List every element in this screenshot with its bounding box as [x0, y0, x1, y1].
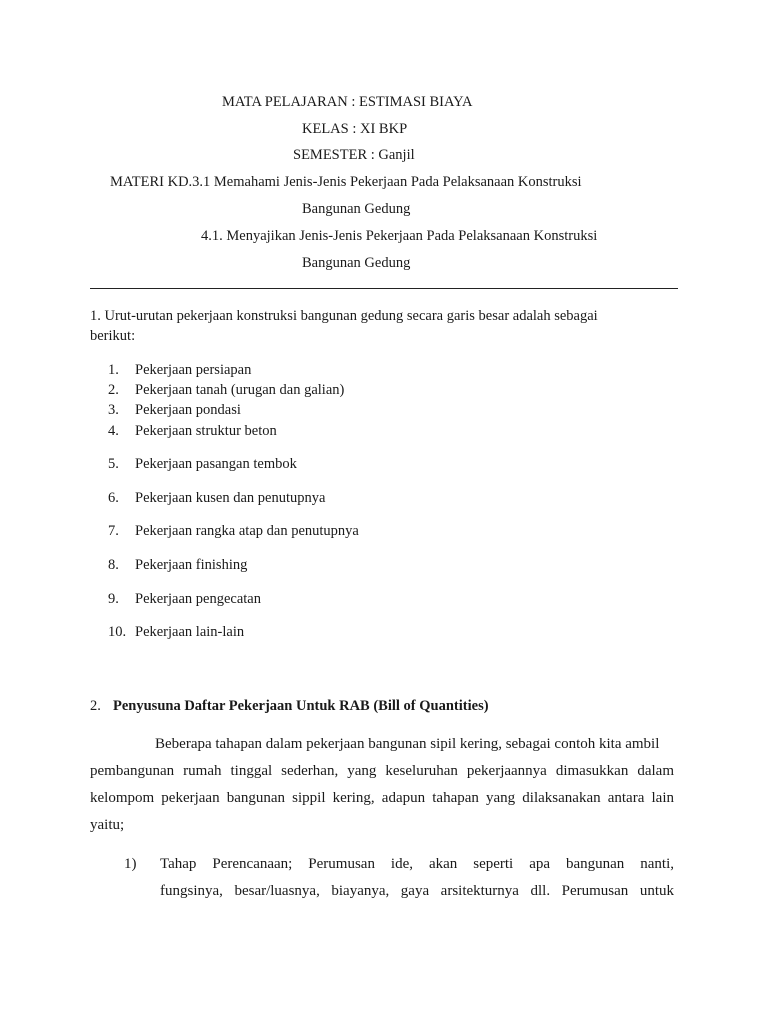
- list-item: Pekerjaan rangka atap dan penutupnya: [135, 523, 359, 539]
- sub-item-line: Tahap Perencanaan; Perumusan ide, akan seperti apa bangunan nanti,: [160, 856, 674, 872]
- kd-4-1-continuation: Bangunan Gedung: [302, 255, 411, 271]
- list-item-number: 1.: [108, 362, 119, 378]
- list-item: Pekerjaan finishing: [135, 557, 248, 573]
- list-item-number: 4.: [108, 423, 119, 439]
- paragraph-line: Beberapa tahapan dalam pekerjaan bangunan sipil kering, sebagai contoh kita ambil: [155, 736, 660, 752]
- paragraph-line: kelompom pekerjaan bangunan sippil kering, adapun tahapan yang dilaksanakan antara lain: [90, 790, 674, 806]
- class-label: KELAS : XI BKP: [302, 121, 408, 137]
- list-item: Pekerjaan pengecatan: [135, 591, 261, 607]
- list-item-number: 7.: [108, 523, 119, 539]
- list-item: Pekerjaan pondasi: [135, 402, 241, 418]
- list-item-number: 10.: [108, 624, 127, 640]
- sub-item-line: fungsinya, besar/luasnya, biayanya, gaya arsitekturnya dll. Perumusan untuk: [160, 883, 674, 899]
- list-item: Pekerjaan tanah (urugan dan galian): [135, 382, 345, 398]
- materi-kd-continuation: Bangunan Gedung: [302, 201, 411, 217]
- kd-4-1-line: 4.1. Menyajikan Jenis-Jenis Pekerjaan Pada Pelaksanaan Konstruksi: [201, 228, 598, 244]
- list-item: Pekerjaan persiapan: [135, 362, 252, 378]
- sub-item-number: 1): [124, 856, 137, 872]
- list-item-number: 5.: [108, 456, 119, 472]
- section1-intro-continuation: berikut:: [90, 328, 136, 344]
- list-item: Pekerjaan struktur beton: [135, 423, 277, 439]
- subject-title: MATA PELAJARAN : ESTIMASI BIAYA: [222, 94, 473, 110]
- section2-number: 2.: [90, 698, 101, 714]
- section2-heading: Penyusuna Daftar Pekerjaan Untuk RAB (Bill of Quantities): [113, 698, 489, 714]
- list-item-number: 6.: [108, 490, 119, 506]
- materi-kd-line: MATERI KD.3.1 Memahami Jenis-Jenis Pekerjaan Pada Pelaksanaan Konstruksi: [110, 174, 582, 190]
- paragraph-line: yaitu;: [90, 817, 125, 833]
- list-item: Pekerjaan kusen dan penutupnya: [135, 490, 326, 506]
- paragraph-line: pembangunan rumah tinggal sederhan, yang keseluruhan pekerjaannya dimasukkan dalam: [90, 763, 674, 779]
- list-item-number: 8.: [108, 557, 119, 573]
- list-item: Pekerjaan pasangan tembok: [135, 456, 297, 472]
- list-item-number: 2.: [108, 382, 119, 398]
- header-divider: [90, 288, 678, 289]
- list-item-number: 9.: [108, 591, 119, 607]
- semester-label: SEMESTER : Ganjil: [293, 147, 415, 163]
- list-item-number: 3.: [108, 402, 119, 418]
- list-item: Pekerjaan lain-lain: [135, 624, 245, 640]
- section1-intro: 1. Urut-urutan pekerjaan konstruksi bangunan gedung secara garis besar adalah sebagai: [90, 308, 598, 324]
